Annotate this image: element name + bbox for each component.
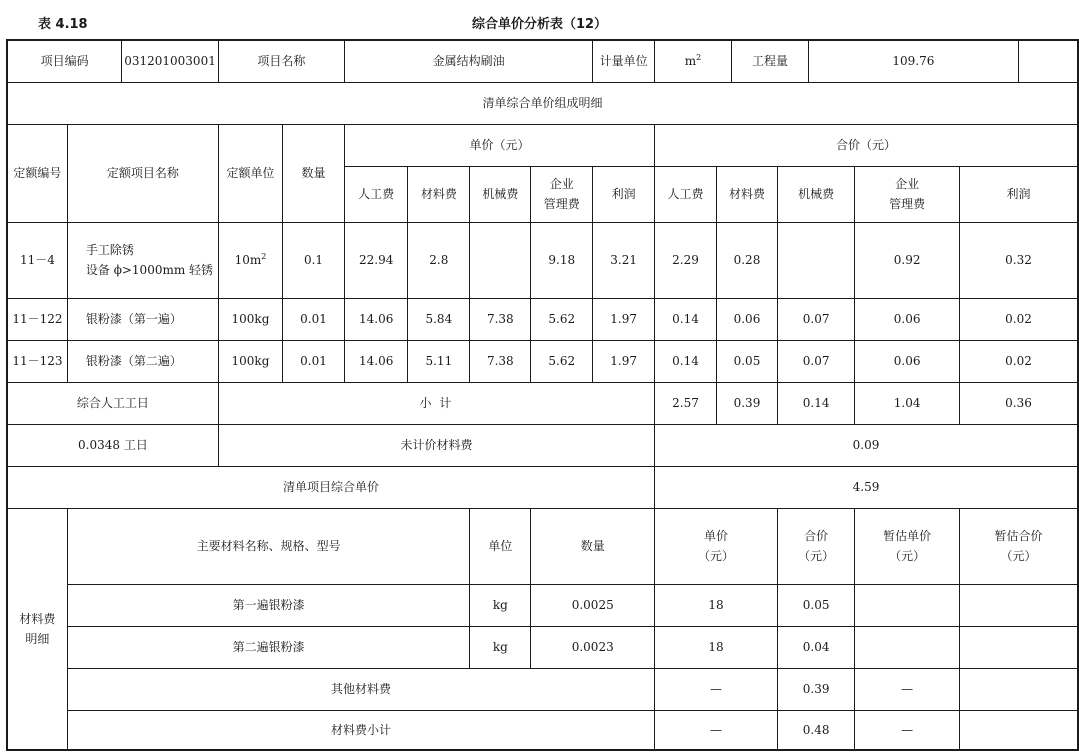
col-u-material: 材料费 bbox=[408, 166, 470, 222]
col-u-labor: 人工费 bbox=[344, 166, 407, 222]
quota-name: 银粉漆（第二遍） bbox=[67, 340, 218, 382]
other-material-label: 其他材料费 bbox=[67, 668, 654, 710]
code-value: 031201003001 bbox=[122, 40, 219, 82]
table-number: 表 4.18 bbox=[38, 17, 88, 32]
col-t-material: 材料费 bbox=[716, 166, 777, 222]
other-material-row bbox=[7, 668, 1078, 710]
unit-value: $m^2$ bbox=[655, 40, 732, 82]
mat-name-header: 主要材料名称、规格、型号 bbox=[67, 508, 469, 584]
material-subtotal-label: 材料费小计 bbox=[67, 710, 654, 750]
other-material-sum: 0.39 bbox=[778, 668, 855, 710]
materials-header-row bbox=[7, 508, 1078, 584]
mat-qty: 0.0025 bbox=[531, 584, 655, 626]
list-item bbox=[7, 584, 1078, 626]
unpriced-value: 0.09 bbox=[655, 424, 1078, 466]
subtotal-profit: 0.36 bbox=[960, 382, 1079, 424]
subtotal-row bbox=[7, 382, 1078, 424]
u-machine: 7.38 bbox=[470, 298, 531, 340]
col-t-machine: 机械费 bbox=[778, 166, 855, 222]
quantity-label: 工程量 bbox=[731, 40, 808, 82]
table-row bbox=[7, 340, 1078, 382]
mat-price: 18 bbox=[655, 626, 778, 668]
t-labor: 0.14 bbox=[655, 340, 717, 382]
mat-price: 18 bbox=[655, 584, 778, 626]
col-quota-no: 定额编号 bbox=[7, 124, 67, 222]
mat-est-price-header: 暂估单价 （元） bbox=[855, 508, 960, 584]
amount: 0.1 bbox=[283, 222, 345, 298]
quota-unit: 100kg bbox=[218, 298, 282, 340]
table-row bbox=[7, 298, 1078, 340]
subtotal-labor: 2.57 bbox=[655, 382, 717, 424]
table-title: 综合单价分析表（12） bbox=[471, 17, 608, 32]
material-subtotal-sum: 0.48 bbox=[778, 710, 855, 750]
mat-qty: 0.0023 bbox=[531, 626, 655, 668]
column-header-row-1 bbox=[7, 124, 1078, 166]
col-t-mgmt: 企业 管理费 bbox=[855, 166, 960, 222]
t-mgmt: 0.92 bbox=[855, 222, 960, 298]
u-profit: 1.97 bbox=[593, 298, 655, 340]
t-machine: 0.07 bbox=[778, 340, 855, 382]
composition-title-row bbox=[7, 82, 1078, 124]
labor-day-label: 综合人工工日 bbox=[7, 382, 218, 424]
u-mgmt: 9.18 bbox=[531, 222, 593, 298]
u-material: 5.84 bbox=[408, 298, 470, 340]
mat-name: 第一遍银粉漆 bbox=[67, 584, 469, 626]
mat-est-price bbox=[855, 626, 960, 668]
quota-no: 11－122 bbox=[7, 298, 67, 340]
u-profit: 3.21 bbox=[593, 222, 655, 298]
mat-est-sum bbox=[960, 626, 1079, 668]
other-material-est: — bbox=[855, 668, 960, 710]
subtotal-mgmt: 1.04 bbox=[855, 382, 960, 424]
amount: 0.01 bbox=[283, 298, 345, 340]
col-u-mgmt: 企业 管理费 bbox=[531, 166, 593, 222]
mat-unit-header: 单位 bbox=[470, 508, 531, 584]
t-material: 0.28 bbox=[716, 222, 777, 298]
t-profit: 0.02 bbox=[960, 340, 1079, 382]
mat-qty-header: 数量 bbox=[531, 508, 655, 584]
material-subtotal-row bbox=[7, 710, 1078, 750]
mat-est-price bbox=[855, 584, 960, 626]
col-unit-price: 单价（元） bbox=[344, 124, 654, 166]
quantity-value: 109.76 bbox=[809, 40, 1019, 82]
mat-est-sum bbox=[960, 584, 1079, 626]
quota-no: 11－4 bbox=[7, 222, 67, 298]
u-labor: 14.06 bbox=[344, 340, 407, 382]
mat-price-header: 单价 （元） bbox=[655, 508, 778, 584]
u-labor: 22.94 bbox=[344, 222, 407, 298]
other-material-est-sum bbox=[960, 668, 1079, 710]
unit-price-row bbox=[7, 466, 1078, 508]
u-mgmt: 5.62 bbox=[531, 298, 593, 340]
composition-title: 清单综合单价组成明细 bbox=[7, 82, 1078, 124]
material-subtotal-est: — bbox=[855, 710, 960, 750]
unit-label: 计量单位 bbox=[593, 40, 655, 82]
header-row bbox=[7, 40, 1078, 82]
t-machine: 0.07 bbox=[778, 298, 855, 340]
mat-sum: 0.04 bbox=[778, 626, 855, 668]
other-material-price: — bbox=[655, 668, 778, 710]
unpriced-label: 未计价材料费 bbox=[218, 424, 654, 466]
quota-name: 银粉漆（第一遍） bbox=[67, 298, 218, 340]
t-mgmt: 0.06 bbox=[855, 298, 960, 340]
name-label: 项目名称 bbox=[218, 40, 344, 82]
u-material: 2.8 bbox=[408, 222, 470, 298]
mat-sum: 0.05 bbox=[778, 584, 855, 626]
t-mgmt: 0.06 bbox=[855, 340, 960, 382]
u-mgmt: 5.62 bbox=[531, 340, 593, 382]
list-item bbox=[7, 626, 1078, 668]
unit-price-analysis-table bbox=[6, 39, 1079, 751]
t-material: 0.06 bbox=[716, 298, 777, 340]
col-quota-unit: 定额单位 bbox=[218, 124, 282, 222]
col-quota-name: 定额项目名称 bbox=[67, 124, 218, 222]
quota-no: 11－123 bbox=[7, 340, 67, 382]
mat-name: 第二遍银粉漆 bbox=[67, 626, 469, 668]
col-t-labor: 人工费 bbox=[655, 166, 717, 222]
subtotal-machine: 0.14 bbox=[778, 382, 855, 424]
unit-price-label: 清单项目综合单价 bbox=[7, 466, 655, 508]
amount: 0.01 bbox=[283, 340, 345, 382]
col-amount: 数量 bbox=[283, 124, 345, 222]
u-machine: 7.38 bbox=[470, 340, 531, 382]
u-labor: 14.06 bbox=[344, 298, 407, 340]
unit-price-value: 4.59 bbox=[655, 466, 1078, 508]
mat-est-sum-header: 暂估合价 （元） bbox=[960, 508, 1079, 584]
col-total-price: 合价（元） bbox=[655, 124, 1078, 166]
t-labor: 0.14 bbox=[655, 298, 717, 340]
col-u-machine: 机械费 bbox=[470, 166, 531, 222]
t-material: 0.05 bbox=[716, 340, 777, 382]
u-machine bbox=[470, 222, 531, 298]
subtotal-label: 小 计 bbox=[218, 382, 654, 424]
materials-section-label: 材料费 明细 bbox=[7, 508, 67, 750]
code-label: 项目编码 bbox=[7, 40, 122, 82]
name-value: 金属结构刷油 bbox=[344, 40, 592, 82]
subtotal-material: 0.39 bbox=[716, 382, 777, 424]
t-machine bbox=[778, 222, 855, 298]
t-profit: 0.32 bbox=[960, 222, 1079, 298]
quota-unit: $10m^2$ bbox=[218, 222, 282, 298]
material-subtotal-est-sum bbox=[960, 710, 1079, 750]
col-u-profit: 利润 bbox=[593, 166, 655, 222]
u-profit: 1.97 bbox=[593, 340, 655, 382]
labor-days: 0.0348 工日 bbox=[7, 424, 218, 466]
quota-unit: 100kg bbox=[218, 340, 282, 382]
mat-sum-header: 合价 （元） bbox=[778, 508, 855, 584]
material-subtotal-price: — bbox=[655, 710, 778, 750]
u-material: 5.11 bbox=[408, 340, 470, 382]
mat-unit: kg bbox=[470, 626, 531, 668]
quota-name: 手工除锈 设备 ϕ>1000mm 轻锈 bbox=[67, 222, 218, 298]
t-profit: 0.02 bbox=[960, 298, 1079, 340]
table-row bbox=[7, 222, 1078, 298]
mat-unit: kg bbox=[470, 584, 531, 626]
t-labor: 2.29 bbox=[655, 222, 717, 298]
unpriced-row bbox=[7, 424, 1078, 466]
col-t-profit: 利润 bbox=[960, 166, 1079, 222]
